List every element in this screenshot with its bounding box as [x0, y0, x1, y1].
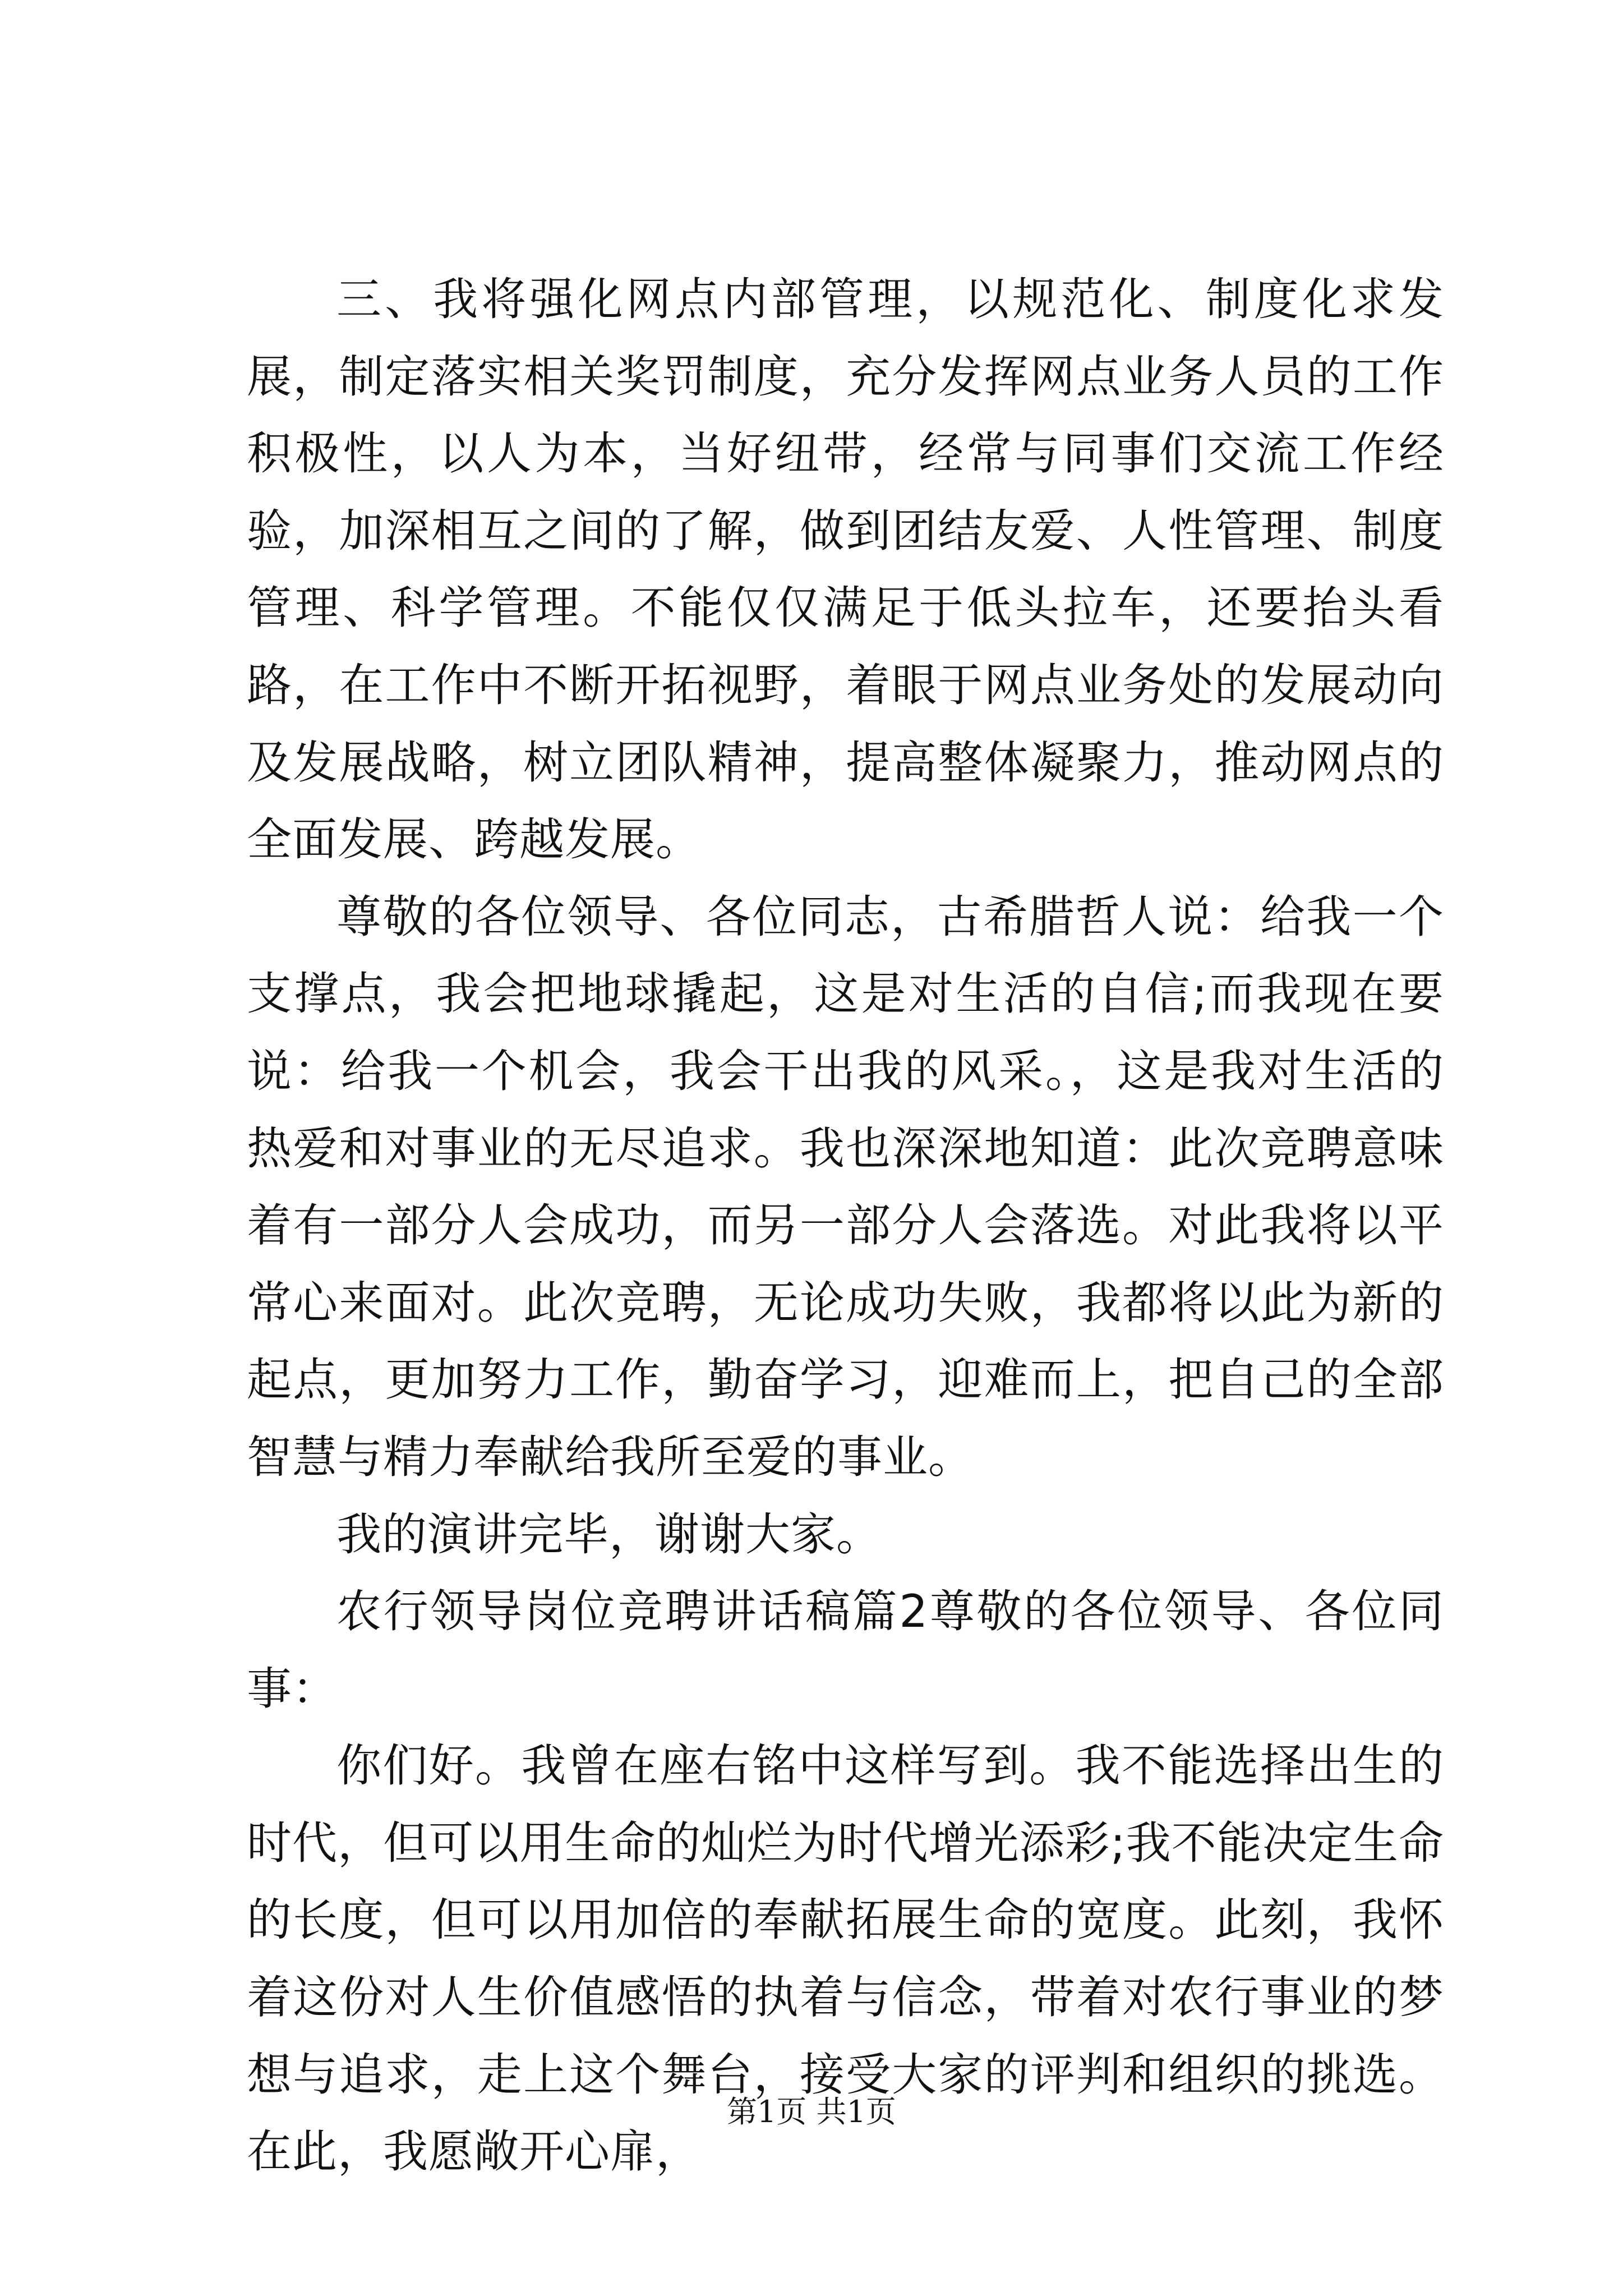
- paragraph-second-speech-title: 农行领导岗位竞聘讲话稿篇2尊敬的各位领导、各位同事：: [247, 1585, 1444, 1715]
- paragraph-management: 三、我将强化网点内部管理，以规范化、制度化求发展，制定落实相关奖罚制度，充分发挥网点业务人员的工作积极性，以人为本，当好纽带，经常与同事们交流工作经验，加深相互之间的了解，做到团结友爱、人性管理、制度管理、科学管理。不能仅仅满足于低头拉车，还要抬头看路，在工作中不断开拓视野，着眼于网点业务处的发展动向及发展战略，树立团队精神，提高整体凝聚力，推动网点的全面发展、跨越发展。: [247, 273, 1444, 866]
- document-body: [247, 261, 1444, 2191]
- paragraph-commitment: 尊敬的各位领导、各位同志，古希腊哲人说：给我一个支撑点，我会把地球撬起，这是对生活的自信;而我现在要说：给我一个机会，我会干出我的风采。，这是我对生活的热爱和对事业的无尽追求。我也深深地知道：此次竞聘意味着有一部分人会成功，而另一部分人会落选。对此我将以平常心来面对。此次竞聘，无论成功失败，我都将以此为新的起点，更加努力工作，勤奋学习，迎难而上，把自己的全部智慧与精力奉献给我所至爱的事业。: [247, 890, 1444, 1483]
- paragraph-greeting: 你们好。我曾在座右铭中这样写到。我不能选择出生的时代，但可以用生命的灿烂为时代增光添彩;我不能决定生命的长度，但可以用加倍的奉献拓展生命的宽度。此刻，我怀着这份对人生价值感悟的执着与信念，带着对农行事业的梦想与追求，走上这个舞台，接受大家的评判和组织的挑选。在此，我愿敞开心扉，: [247, 1740, 1444, 2178]
- paragraph-closing: 我的演讲完毕，谢谢大家。: [336, 1508, 882, 1561]
- page-footer: 第1页 共1页: [727, 2094, 896, 2129]
